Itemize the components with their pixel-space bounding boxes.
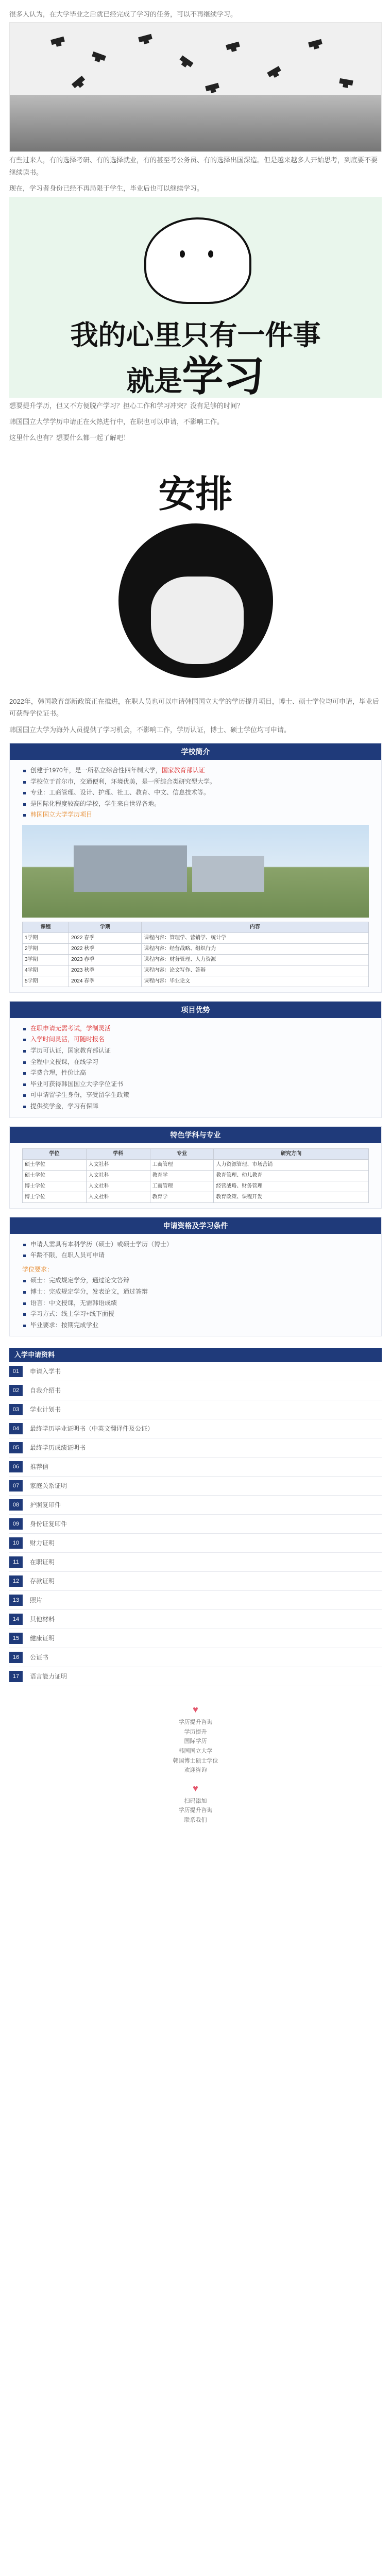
- list-item-number: 05: [9, 1442, 23, 1453]
- sticker-line-2-prefix: 就是: [126, 365, 182, 397]
- program-header: 课程: [23, 922, 69, 933]
- program-header: 内容: [142, 922, 369, 933]
- materials-list: [0, 1362, 391, 1686]
- list-item-label: 存款证明: [30, 1577, 55, 1585]
- list-item-number: 16: [9, 1652, 23, 1663]
- table-row: 2学期 2022 秋季 课程内容：经营战略、组织行为: [23, 943, 369, 954]
- list-item-number: 02: [9, 1385, 23, 1396]
- majors-title: 特色学科与专业: [10, 1127, 381, 1143]
- list-item-label: 公证书: [30, 1653, 49, 1661]
- list-item: [9, 1496, 382, 1515]
- advantage-item: 学历可认证，国家教育部认证: [22, 1045, 369, 1057]
- list-item: [9, 1400, 382, 1419]
- table-row: 博士学位 人文社科 教育学 教育政策、课程开发: [23, 1192, 369, 1202]
- advantage-item: 学费合理，性价比高: [22, 1067, 369, 1079]
- requirement-sub-item: 语言：中文授课，无需韩语成绩: [22, 1298, 369, 1309]
- list-item-label: 家庭关系证明: [30, 1482, 67, 1489]
- majors-header: 专业: [150, 1148, 214, 1159]
- majors-section: [9, 1126, 382, 1209]
- list-item-label: 最终学历成绩证明书: [30, 1444, 86, 1451]
- school-intro-bullet: 学校位于首尔市，交通便利，环境优美，是一所综合类研究型大学。: [22, 776, 369, 788]
- mid-paragraph-1: 想要提升学历，但又不方便脱产学习？担心工作和学习冲突？没有足够的时间？: [9, 401, 244, 410]
- table-row: 硕士学位 人文社科 工商管理 人力资源管理、市场营销: [23, 1159, 369, 1170]
- advantage-item: 全程中文授课，在线学习: [22, 1057, 369, 1068]
- list-item: [9, 1419, 382, 1438]
- footer-line: 韩国博士硕士学位: [173, 1757, 218, 1764]
- intro-paragraph-3: 现在，学习者身份已经不再局限于学生，毕业后也可以继续学习。: [9, 184, 204, 193]
- requirement-sub-item: 硕士：完成规定学分，通过论文答辩: [22, 1275, 369, 1286]
- list-item-number: 06: [9, 1461, 23, 1472]
- school-intro-bullet: 是国际化程度较高的学校，学生来自世界各地。: [22, 799, 369, 810]
- list-item-label: 在职证明: [30, 1558, 55, 1566]
- footer-line: 联系我们: [184, 1817, 207, 1824]
- list-item: [9, 1610, 382, 1629]
- footer-line: 学历提升咨询: [178, 1807, 213, 1814]
- majors-header: 学科: [86, 1148, 150, 1159]
- table-row: 4学期 2023 秋季 课程内容：论文写作、答辩: [23, 965, 369, 976]
- advantage-item: 可申请留学生身份，享受留学生政策: [22, 1090, 369, 1101]
- advantage-item: 毕业可获得韩国国立大学学位证书: [22, 1079, 369, 1090]
- list-item-label: 申请入学书: [30, 1367, 61, 1375]
- requirement-sub-item: 毕业要求：按期完成学业: [22, 1320, 369, 1331]
- requirement-sub-item: 博士：完成规定学分，发表论文，通过答辩: [22, 1286, 369, 1298]
- list-item-label: 自我介绍书: [30, 1386, 61, 1394]
- materials-title: 入学申请资料: [9, 1348, 382, 1362]
- sticker-line-2-big: 学习: [182, 353, 265, 398]
- list-item: [9, 1362, 382, 1381]
- list-item-label: 学业计划书: [30, 1405, 61, 1413]
- school-intro-bullet: 创建于1970年，是一所私立综合性四年制大学，国家教育部认证: [22, 765, 369, 776]
- sticker-line-2: [9, 354, 382, 398]
- program-header: 学期: [69, 922, 142, 933]
- list-item-number: 09: [9, 1518, 23, 1530]
- table-row: 3学期 2023 春季 课程内容：财务管理、人力资源: [23, 954, 369, 965]
- mid-paragraph-3: 这里什么也有？想要什么都一起了解吧！: [9, 434, 130, 442]
- school-intro-title: 学校简介: [10, 743, 381, 760]
- post-paragraph-2: 韩国国立大学为海外人员提供了学习机会，不影响工作，学历认证，博士、硕士学位均可申请。: [9, 725, 291, 734]
- advantage-item: 提供奖学金，学习有保障: [22, 1101, 369, 1112]
- graduation-photo: [9, 22, 382, 152]
- list-item: [9, 1553, 382, 1572]
- footer-line: 欢迎咨询: [184, 1767, 207, 1774]
- requirements-section: [9, 1217, 382, 1337]
- requirement-sub-item: 学习方式：线上学习+线下面授: [22, 1309, 369, 1320]
- list-item: [9, 1572, 382, 1591]
- program-table: [22, 922, 369, 987]
- majors-header: 研究方向: [214, 1148, 369, 1159]
- list-item: [9, 1629, 382, 1648]
- heart-icon: ♥: [193, 1704, 198, 1715]
- list-item: [9, 1381, 382, 1400]
- requirements-subtitle: 学位要求：: [22, 1265, 54, 1273]
- list-item-label: 最终学历毕业证明书（中英文翻译件及公证）: [30, 1425, 154, 1432]
- list-item: [9, 1534, 382, 1553]
- footer-line: 学历提升咨询: [178, 1719, 213, 1725]
- advantages-title: 项目优势: [10, 1002, 381, 1018]
- list-item-label: 护照复印件: [30, 1501, 61, 1509]
- list-item-number: 03: [9, 1404, 23, 1415]
- post-paragraph-1: 2022年，韩国教育部新政策正在推进，在职人员也可以申请韩国国立大学的学历提升项目，博士、硕士学位均可申请，毕业后可获得学位证书。: [9, 697, 379, 718]
- list-item-label: 照片: [30, 1596, 43, 1604]
- anpai-title: 安排: [158, 473, 233, 515]
- list-item-number: 15: [9, 1633, 23, 1644]
- list-item-number: 08: [9, 1499, 23, 1511]
- school-intro-highlight: 韩国国立大学学历项目: [22, 809, 369, 821]
- table-row: 硕士学位 人文社科 教育学 教育管理、幼儿教育: [23, 1170, 369, 1181]
- anpai-meme: [9, 446, 382, 693]
- list-item-number: 01: [9, 1366, 23, 1377]
- list-item-label: 推荐信: [30, 1463, 49, 1470]
- list-item: [9, 1477, 382, 1496]
- list-item-number: 12: [9, 1575, 23, 1587]
- list-item: [9, 1438, 382, 1458]
- footer-line: 韩国国立大学: [178, 1748, 213, 1755]
- requirement-item: 申请人需具有本科学历（硕士）或硕士学历（博士）: [22, 1239, 369, 1250]
- majors-header: 学位: [23, 1148, 87, 1159]
- footer: [0, 1702, 391, 1825]
- requirement-item: 年龄不限，在职人员可申请: [22, 1250, 369, 1261]
- list-item: [9, 1648, 382, 1667]
- table-row: 1学期 2022 春季 课程内容：管理学、营销学、统计学: [23, 933, 369, 943]
- list-item: [9, 1667, 382, 1686]
- list-item: [9, 1515, 382, 1534]
- list-item-number: 13: [9, 1595, 23, 1606]
- advantages-section: [9, 1001, 382, 1118]
- list-item-label: 其他材料: [30, 1615, 55, 1623]
- study-sticker: [9, 197, 382, 398]
- materials-section: [0, 1348, 391, 1686]
- table-row: 博士学位 人文社科 工商管理 经营战略、财务管理: [23, 1181, 369, 1192]
- list-item-number: 14: [9, 1614, 23, 1625]
- mid-paragraph-2: 韩国国立大学学历申请正在火热进行中，在职也可以申请，不影响工作。: [9, 417, 224, 426]
- majors-table: [22, 1148, 369, 1203]
- heart-icon: ♥: [193, 1783, 198, 1794]
- list-item-label: 身份证复印件: [30, 1520, 67, 1528]
- list-item-number: 04: [9, 1423, 23, 1434]
- list-item-number: 17: [9, 1671, 23, 1682]
- school-intro-section: [9, 743, 382, 993]
- advantage-item: 入学时间灵活，可随时报名: [22, 1034, 369, 1045]
- school-intro-bullet: 专业：工商管理、设计、护理、社工、教育、中文、信息技术等。: [22, 787, 369, 799]
- intro-paragraph-1: 很多人认为，在大学毕业之后就已经完成了学习的任务，可以不再继续学习。: [9, 10, 237, 18]
- intro-paragraph-2: 有些过来人，有的选择考研、有的选择就业，有的甚至考公务员、有的选择出国深造。但是越来越多人开始思考，到底要不要继续读书。: [9, 156, 378, 176]
- sticker-line-1: 我的心里只有一件事: [70, 319, 321, 351]
- list-item-label: 语言能力证明: [30, 1672, 67, 1680]
- advantage-item: 在职申请无需考试，学制灵活: [22, 1023, 369, 1035]
- footer-line: 国际学历: [184, 1738, 207, 1745]
- campus-photo: [22, 825, 369, 918]
- list-item-number: 10: [9, 1537, 23, 1549]
- list-item-number: 07: [9, 1480, 23, 1492]
- footer-line: 扫码添加: [184, 1798, 207, 1804]
- footer-line: 学历提升: [184, 1728, 207, 1735]
- table-row: 5学期 2024 春季 课程内容：毕业论文: [23, 976, 369, 987]
- requirements-title: 申请资格及学习条件: [10, 1217, 381, 1234]
- list-item-number: 11: [9, 1556, 23, 1568]
- list-item: [9, 1591, 382, 1610]
- list-item-label: 财力证明: [30, 1539, 55, 1547]
- list-item: [9, 1458, 382, 1477]
- list-item-label: 健康证明: [30, 1634, 55, 1642]
